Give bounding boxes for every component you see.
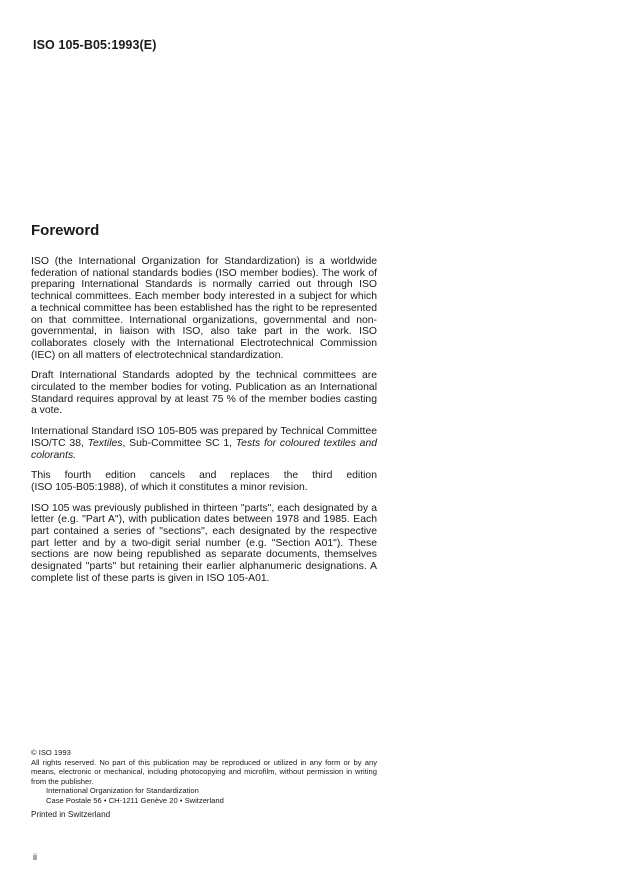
publisher-name: International Organization for Standardization xyxy=(46,786,199,796)
copyright-notice: All rights reserved. No part of this publication may be reproduced or utilized in any form or by any means, electronic or mechanical, including photocopying and microfilm, without permission in writing from the publisher. xyxy=(31,757,377,786)
page-number: ii xyxy=(33,852,37,862)
paragraph-prepared-by xyxy=(31,426,377,461)
paragraph-draft-standards: Draft International Standards adopted by the technical committees are circulated to the member bodies for voting. Publication as an International Standard requires approval by at least 75 % of the member bodies casting a vote. xyxy=(31,370,377,417)
publisher-address: Case Postale 56 • CH-1211 Genève 20 • Switzerland xyxy=(46,795,224,805)
paragraph-parts-history: ISO 105 was previously published in thirteen "parts", each designated by a letter (e.g. "Part A"), with publication dates between 1978 and 1985. Each part contained a series of "sections", each designated by the respective part letter and by a two-digit serial number (e.g. "Section A01"). These sections are now being republished as separate documents, themselves designated "parts" but retaining their earlier alphanumeric designations. A complete list of these parts is given in ISO 105-A01. xyxy=(31,502,377,584)
printed-in: Printed in Switzerland xyxy=(31,809,111,819)
paragraph-iso-intro: ISO (the International Organization for Standardization) is a worldwide federation of national standards bodies (ISO member bodies). The work of preparing International Standards is normally carried out through ISO technical committees. Each member body interested in a subject for which a technical committee has been established has the right to be represented on that committee. International organizations, governmental and non-governmental, in liaison with ISO, also take part in the work. ISO collaborates closely with the International Electrotechnical Commission (IEC) on all matters of electrotechnical standardization. xyxy=(31,256,377,361)
paragraph-edition-line2: (ISO 105-B05:1988), of which it constitutes a minor revision. xyxy=(31,481,308,493)
subcommittee-title: Tests for coloured textiles and colorants. xyxy=(31,437,377,461)
paragraph-edition-line1: This fourth edition cancels and replaces the third edition xyxy=(31,470,377,482)
copyright-year: © ISO 1993 xyxy=(31,748,71,757)
section-title: Foreword xyxy=(31,222,100,239)
document-id: ISO 105-B05:1993(E) xyxy=(33,38,157,52)
committee-textiles: Textiles xyxy=(87,437,123,449)
prepared-by-text: International Standard ISO 105-B05 was prepared by Technical Committee ISO/TC 38, xyxy=(31,426,377,449)
foreword-body xyxy=(31,256,377,594)
copyright-block xyxy=(31,748,377,819)
subcommittee-text: , Sub-Committee SC 1, xyxy=(122,437,236,449)
